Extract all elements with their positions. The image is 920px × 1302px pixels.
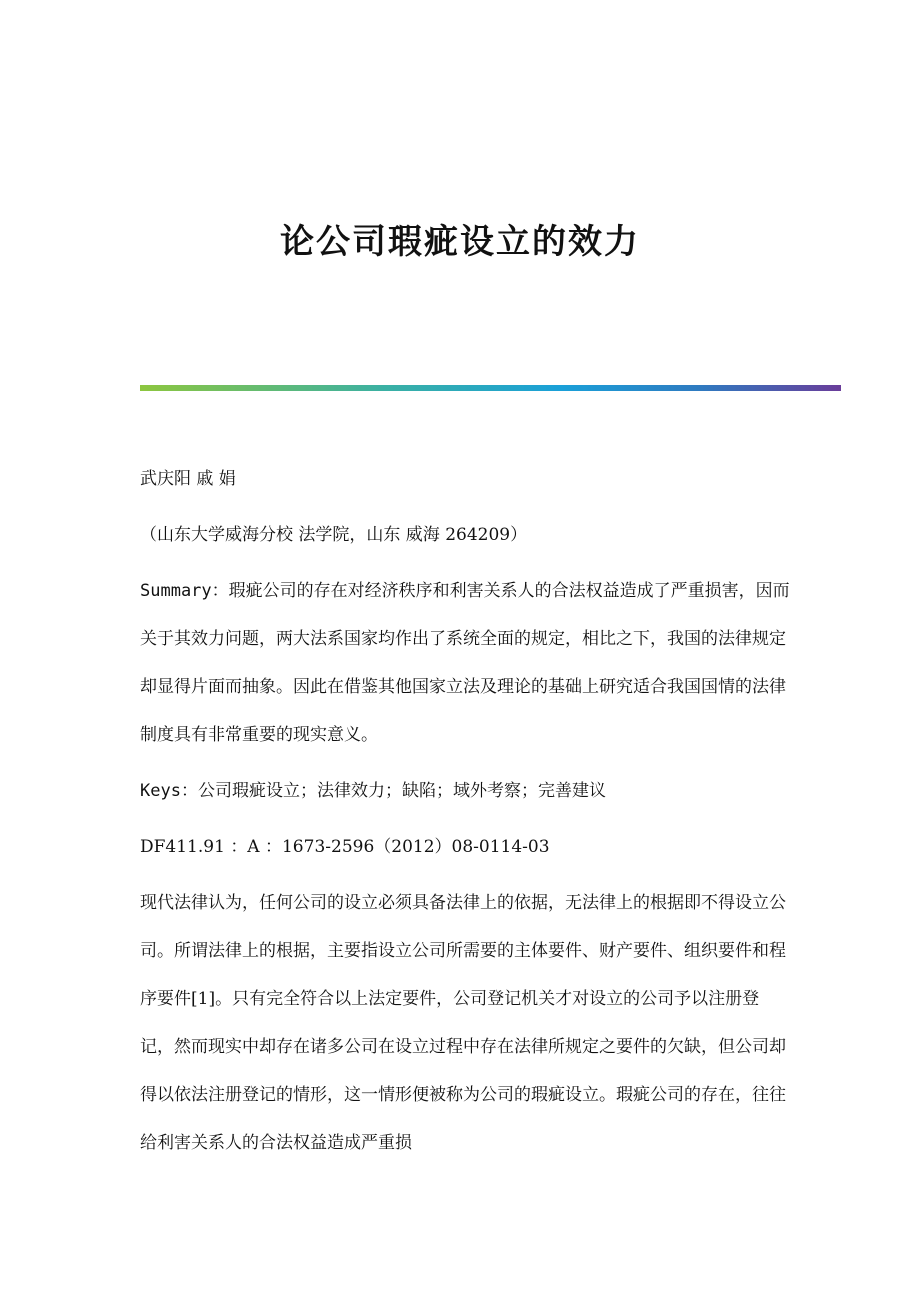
summary-paragraph bbox=[140, 567, 790, 759]
classification-code: DF411.91 ：A ：1673-2596（2012）08-0114-03 bbox=[140, 837, 550, 857]
body-paragraph: 现代法律认为，任何公司的设立必须具备法律上的依据，无法律上的根据即不得设立公司。所谓法律上的根据，主要指设立公司所需要的主体要件、财产要件、组织要件和程序要件[1]。只有完全符合以上法定要件，公司登记机关才对设立的公司予以注册登记，然而现实中却存在诸多公司在设立过程中存在法律所规定之要件的欠缺，但公司却得以依法注册登记的情形，这一情形便被称为公司的瑕疵设立。瑕疵公司的存在，往往给利害关系人的合法权益造成严重损 bbox=[140, 893, 786, 1153]
keys-label: Keys： bbox=[140, 781, 198, 801]
title-divider bbox=[140, 385, 841, 391]
affiliation: （山东大学威海分校 法学院，山东 威海 264209） bbox=[140, 525, 528, 545]
summary-text: 瑕疵公司的存在对经济秩序和利害关系人的合法权益造成了严重损害，因而关于其效力问题，两大法系国家均作出了系统全面的规定，相比之下，我国的法律规定却显得片面而抽象。因此在借鉴其他国家立法及理论的基础上研究适合我国国情的法律制度具有非常重要的现实意义。 bbox=[140, 581, 790, 745]
keys-text: 公司瑕疵设立；法律效力；缺陷；域外考察；完善建议 bbox=[197, 781, 606, 801]
page-title: 论公司瑕疵设立的效力 bbox=[280, 222, 640, 262]
authors: 武庆阳 戚 娟 bbox=[140, 469, 236, 489]
keywords bbox=[140, 779, 790, 803]
document-body bbox=[140, 467, 790, 1167]
summary-label: Summary： bbox=[140, 581, 229, 601]
